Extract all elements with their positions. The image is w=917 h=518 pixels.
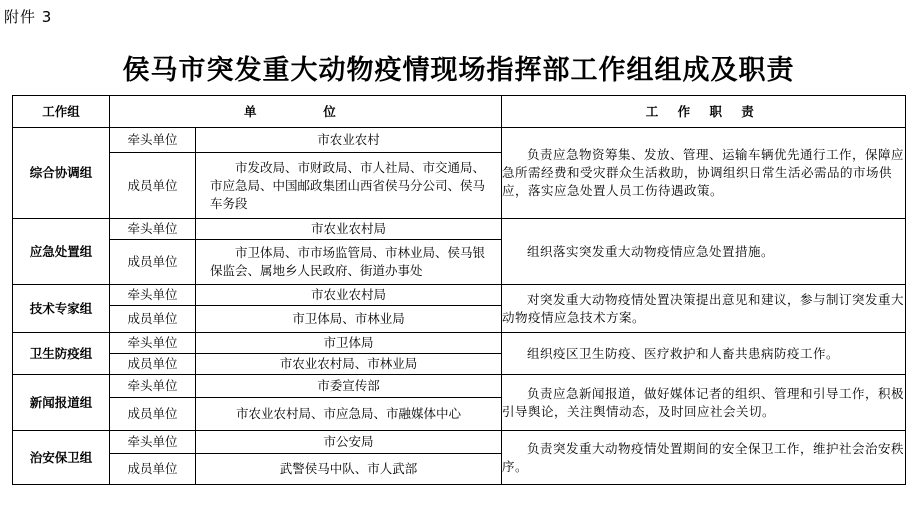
member-units: 市卫体局、市林业局	[196, 306, 502, 333]
member-units: 市农业农村局、市林业局	[196, 354, 502, 375]
lead-unit: 市农业农村	[196, 128, 502, 153]
group-name: 治安保卫组	[13, 431, 110, 485]
lead-role-label: 牵头单位	[110, 285, 196, 306]
header-duty: 工 作 职 责	[502, 96, 906, 128]
attachment-label: 附件 3	[4, 8, 53, 26]
header-unit: 单 位	[110, 96, 502, 128]
table-row	[13, 285, 906, 306]
member-units: 武警侯马中队、市人武部	[196, 454, 502, 485]
group-name: 技术专家组	[13, 285, 110, 333]
group-duty: 组织疫区卫生防疫、医疗救护和人畜共患病防疫工作。	[502, 333, 906, 375]
group-name: 卫生防疫组	[13, 333, 110, 375]
group-duty: 对突发重大动物疫情处置决策提出意见和建议，参与制订突发重大动物疫情应急技术方案。	[502, 285, 906, 333]
table-row	[13, 375, 906, 398]
table-row	[13, 333, 906, 354]
lead-unit: 市委宣传部	[196, 375, 502, 398]
lead-unit: 市公安局	[196, 431, 502, 454]
group-duty: 负责应急新闻报道，做好媒体记者的组织、管理和引导工作，积极引导舆论，关注舆情动态，及时回应社会关切。	[502, 375, 906, 431]
member-role-label: 成员单位	[110, 354, 196, 375]
member-role-label: 成员单位	[110, 398, 196, 431]
document-title: 侯马市突发重大动物疫情现场指挥部工作组组成及职责	[122, 55, 795, 86]
group-duty: 负责应急物资筹集、发放、管理、运输车辆优先通行工作，保障应急所需经费和受灾群众生活救助，协调组织日常生活必需品的市场供应，落实应急处置人员工伤待遇政策。	[502, 128, 906, 219]
member-role-label: 成员单位	[110, 306, 196, 333]
member-role-label: 成员单位	[110, 153, 196, 219]
group-name: 综合协调组	[13, 128, 110, 219]
lead-role-label: 牵头单位	[110, 333, 196, 354]
lead-unit: 市农业农村局	[196, 219, 502, 240]
table-row	[13, 219, 906, 240]
member-role-label: 成员单位	[110, 240, 196, 285]
group-duty: 组织落实突发重大动物疫情应急处置措施。	[502, 219, 906, 285]
member-units: 市农业农村局、市应急局、市融媒体中心	[196, 398, 502, 431]
lead-unit: 市农业农村局	[196, 285, 502, 306]
member-role-label: 成员单位	[110, 454, 196, 485]
lead-role-label: 牵头单位	[110, 128, 196, 153]
group-name: 新闻报道组	[13, 375, 110, 431]
lead-role-label: 牵头单位	[110, 431, 196, 454]
lead-unit: 市卫体局	[196, 333, 502, 354]
group-duty: 负责突发重大动物疫情处置期间的安全保卫工作，维护社会治安秩序。	[502, 431, 906, 485]
header-group: 工作组	[13, 96, 110, 128]
group-name: 应急处置组	[13, 219, 110, 285]
workgroup-table	[12, 95, 906, 485]
lead-role-label: 牵头单位	[110, 219, 196, 240]
member-units: 市卫体局、市市场监管局、市林业局、侯马银保监会、属地乡人民政府、街道办事处	[196, 240, 502, 285]
table-row	[13, 431, 906, 454]
table-header-row	[13, 96, 906, 128]
table-row	[13, 128, 906, 153]
lead-role-label: 牵头单位	[110, 375, 196, 398]
member-units: 市发改局、市财政局、市人社局、市交通局、市应急局、中国邮政集团山西省侯马分公司、侯马车务段	[196, 153, 502, 219]
